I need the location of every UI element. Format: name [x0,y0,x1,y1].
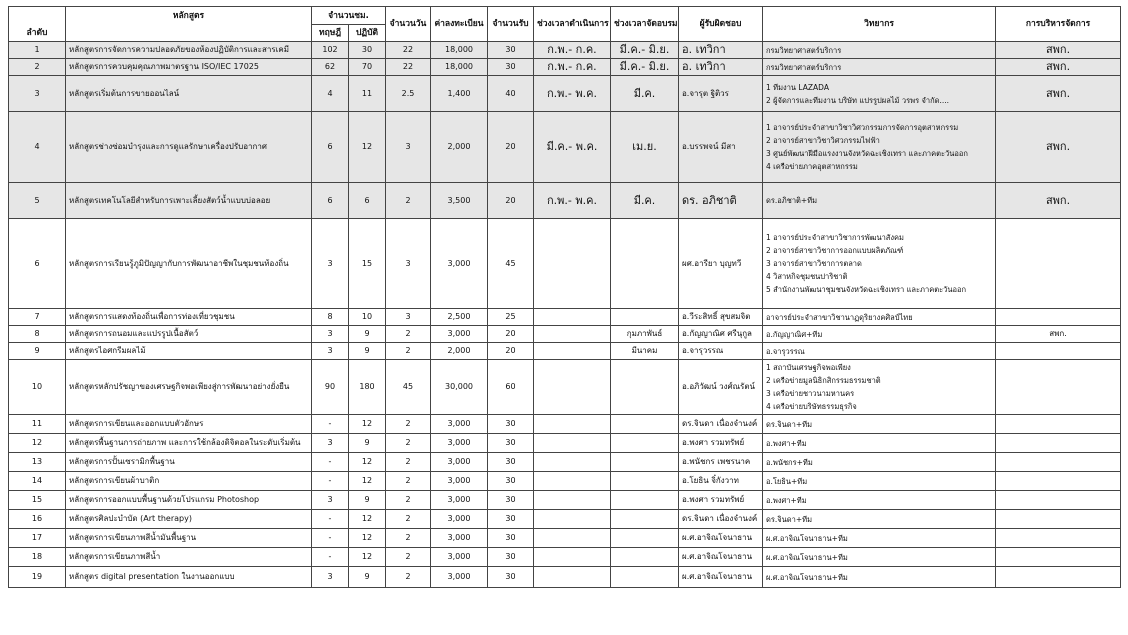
admin-unit [996,415,1121,434]
row-number: 19 [9,567,66,588]
trainer-list [763,415,996,434]
header-fee: ค่าลงทะเบียน [431,7,488,42]
row-number: 12 [9,434,66,453]
trainer-item: กรมวิทยาศาสตร์บริการ [766,45,842,55]
header-practice: ปฏิบัติ [349,25,386,42]
seats: 30 [488,453,534,472]
course-name: หลักสูตรเริ่มต้นการขายออนไลน์ [66,76,312,112]
training-period: มี.ค.- มิ.ย. [611,59,679,76]
owner: อ.บรรพจน์ มีสา [679,112,763,183]
operation-period [534,529,611,548]
theory-hours: 3 [312,434,349,453]
admin-unit: สพก. [996,183,1121,219]
fee: 3,000 [431,219,488,309]
practice-hours: 12 [349,510,386,529]
table-row [9,548,1121,567]
owner: อ.จารุวรรณ [679,343,763,360]
seats: 30 [488,567,534,588]
days: 2 [386,529,431,548]
admin-unit [996,529,1121,548]
practice-hours: 9 [349,343,386,360]
table-row [9,529,1121,548]
trainer-list [763,453,996,472]
trainer-list [763,529,996,548]
row-number: 18 [9,548,66,567]
row-number: 11 [9,415,66,434]
trainer-item: 2 ผู้จัดการและทีมงาน บริษัท แปรรูปผลไม้ วรพร จำกัด.... [766,95,950,105]
seats: 30 [488,42,534,59]
owner: ดร.จินดา เนื่องจำนงค์ [679,415,763,434]
practice-hours: 30 [349,42,386,59]
course-name: หลักสูตรการแสดงท้องถิ่นเพื่อการท่องเที่ยวชุมชน [66,309,312,326]
admin-unit [996,453,1121,472]
admin-unit [996,219,1121,309]
operation-period [534,343,611,360]
seats: 60 [488,360,534,415]
trainer-item: กรมวิทยาศาสตร์บริการ [766,62,842,72]
trainer-list [763,309,996,326]
header-days: จำนวนวัน [386,7,431,42]
trainer-item: ดร.จินดา+ทีม [766,514,813,524]
trainer-list [763,219,996,309]
owner: ผ.ศ.อาจิณโจนาธาน [679,548,763,567]
table-row [9,491,1121,510]
days: 2 [386,453,431,472]
theory-hours: 3 [312,343,349,360]
owner: ผ.ศ.อาจิณโจนาธาน [679,529,763,548]
table-row [9,219,1121,309]
table-row [9,510,1121,529]
table-row [9,42,1121,59]
training-period [611,510,679,529]
trainer-item: 4 วิสาหกิจชุมชนปาริชาติ [766,272,848,281]
training-period [611,219,679,309]
row-number: 1 [9,42,66,59]
practice-hours: 9 [349,326,386,343]
trainer-list [763,76,996,112]
days: 2 [386,510,431,529]
fee: 18,000 [431,42,488,59]
training-period [611,309,679,326]
training-period: มีนาคม [611,343,679,360]
owner: อ.จารุต ฐิติวร [679,76,763,112]
seats: 30 [488,434,534,453]
table-row [9,472,1121,491]
days: 2 [386,343,431,360]
training-period [611,415,679,434]
training-period [611,548,679,567]
practice-hours: 12 [349,472,386,491]
operation-period [534,309,611,326]
course-name: หลักสูตรพื้นฐานการถ่ายภาพ และการใช้กล้องดิจิตอลในระดับเริ่มต้น [66,434,312,453]
owner: อ.วีระสิทธิ์ สุขสมจิต [679,309,763,326]
trainer-item: อ.พนัชกร+ทีม [766,457,813,467]
operation-period [534,360,611,415]
days: 2 [386,326,431,343]
practice-hours: 12 [349,453,386,472]
trainer-item: ผ.ศ.อาจิณโจนาธาน+ทีม [766,552,848,562]
fee: 3,000 [431,548,488,567]
seats: 30 [488,415,534,434]
course-name: หลักสูตรการเรียนรู้ภูมิปัญญากับการพัฒนาอาชีพในชุมชนท้องถิ่น [66,219,312,309]
course-name: หลักสูตรการเขียนภาพสีน้ำ [66,548,312,567]
theory-hours: 62 [312,59,349,76]
operation-period: ก.พ.- ก.ค. [534,42,611,59]
theory-hours: 6 [312,183,349,219]
seats: 20 [488,112,534,183]
table-row [9,453,1121,472]
trainer-item: อ.พงศา+ทีม [766,495,807,505]
row-number: 6 [9,219,66,309]
trainer-item: 4 เครือข่ายภาคอุตสาหกรรม [766,162,858,171]
course-name: หลักสูตรหลักปรัชญาของเศรษฐกิจพอเพียงสู่การพัฒนาอย่างยั่งยืน [66,360,312,415]
seats: 25 [488,309,534,326]
row-number: 4 [9,112,66,183]
table-row [9,360,1121,415]
owner: อ.อภิวัฒน์ วงศ์ณรัตน์ [679,360,763,415]
admin-unit: สพก. [996,326,1121,343]
table-row [9,343,1121,360]
fee: 3,000 [431,434,488,453]
practice-hours: 15 [349,219,386,309]
trainer-item: 2 อาจารย์สาขาวิชาการออกแบบผลิตภัณฑ์ [766,246,904,255]
seats: 30 [488,510,534,529]
trainer-list [763,42,996,59]
header-period: ช่วงเวลาดำเนินการ [534,7,611,42]
owner: อ.พงศา รวมทรัพย์ [679,434,763,453]
row-number: 16 [9,510,66,529]
theory-hours: 3 [312,326,349,343]
admin-unit [996,472,1121,491]
theory-hours: 3 [312,567,349,588]
theory-hours: 6 [312,112,349,183]
course-name: หลักสูตรการถนอมและแปรรูปเนื้อสัตว์ [66,326,312,343]
course-name: หลักสูตรการเขียนและออกแบบตัวอักษร [66,415,312,434]
row-number: 5 [9,183,66,219]
trainer-list [763,548,996,567]
fee: 3,000 [431,567,488,588]
trainer-item: ดร.จินดา+ทีม [766,419,813,429]
admin-unit [996,548,1121,567]
admin-unit: สพก. [996,112,1121,183]
admin-unit [996,491,1121,510]
trainer-list [763,183,996,219]
trainer-item: 1 สถาบันเศรษฐกิจพอเพียง [766,363,851,372]
header-seats: จำนวนรับ [488,7,534,42]
trainer-list [763,567,996,588]
practice-hours: 12 [349,529,386,548]
header-trainer: วิทยากร [763,7,996,42]
admin-unit [996,360,1121,415]
days: 2 [386,567,431,588]
theory-hours: - [312,472,349,491]
operation-period [534,434,611,453]
trainer-item: 1 อาจารย์ประจำสาขาวิชาวิศวกรรมการจัดการอุตสาหกรรม [766,123,959,132]
fee: 2,000 [431,343,488,360]
row-number: 8 [9,326,66,343]
theory-hours: 3 [312,219,349,309]
course-name: หลักสูตรการควบคุมคุณภาพมาตรฐาน ISO/IEC 17025 [66,59,312,76]
row-number: 17 [9,529,66,548]
header-theory: ทฤษฎี [312,25,349,42]
owner: อ. เทวิกา [679,42,763,59]
fee: 1,400 [431,76,488,112]
owner: อ.กัญญาณิศ ศรีนุกูล [679,326,763,343]
trainer-list [763,434,996,453]
days: 2.5 [386,76,431,112]
training-period [611,360,679,415]
training-period [611,472,679,491]
practice-hours: 70 [349,59,386,76]
admin-unit [996,434,1121,453]
theory-hours: 102 [312,42,349,59]
practice-hours: 11 [349,76,386,112]
seats: 30 [488,491,534,510]
owner: ผ.ศ.อาจิณโจนาธาน [679,567,763,588]
trainer-item: อาจารย์ประจำสาขาวิชานาฏดุริยางคศิลป์ไทย [766,312,913,322]
table-row [9,76,1121,112]
days: 22 [386,42,431,59]
course-name: หลักสูตรช่างซ่อมบำรุงและการดูแลรักษาเครื่องปรับอากาศ [66,112,312,183]
trainer-list [763,360,996,415]
fee: 18,000 [431,59,488,76]
operation-period [534,567,611,588]
header-no: ลำดับ [9,7,66,42]
course-name: หลักสูตรการออกแบบพื้นฐานด้วยโปรแกรม Photoshop [66,491,312,510]
trainer-item: 1 อาจารย์ประจำสาขาวิชาการพัฒนาสังคม [766,233,905,242]
seats: 45 [488,219,534,309]
trainer-item: 2 เครือข่ายมูลนิธิกสิกรรมธรรมชาติ [766,376,881,385]
admin-unit: สพก. [996,76,1121,112]
header-training-period: ช่วงเวลาจัดอบรม [611,7,679,42]
theory-hours: 90 [312,360,349,415]
owner: อ.พงศา รวมทรัพย์ [679,491,763,510]
owner: ผศ.อารียา บุญทวี [679,219,763,309]
course-name: หลักสูตรการเขียนผ้าบาติก [66,472,312,491]
owner: ดร. อภิชาติ [679,183,763,219]
trainer-item: ดร.อภิชาติ+ทีม [766,196,818,205]
fee: 3,000 [431,510,488,529]
trainer-item: 3 ศูนย์พัฒนาฝีมือแรงงานจังหวัดฉะเชิงเทรา และภาคตะวันออก [766,149,968,158]
practice-hours: 6 [349,183,386,219]
theory-hours: - [312,529,349,548]
practice-hours: 9 [349,567,386,588]
course-name: หลักสูตรการจัดการความปลอดภัยของห้องปฏิบัติการและสารเคมี [66,42,312,59]
days: 3 [386,309,431,326]
owner: อ.พนัชกร เพชรนาค [679,453,763,472]
trainer-item: อ.กัญญาณิศ+ทีม [766,329,823,339]
seats: 30 [488,529,534,548]
seats: 20 [488,183,534,219]
operation-period [534,415,611,434]
row-number: 9 [9,343,66,360]
seats: 30 [488,548,534,567]
table-row [9,415,1121,434]
course-name: หลักสูตรศิลปะบำบัด (Art therapy) [66,510,312,529]
operation-period: ก.พ.- พ.ค. [534,76,611,112]
days: 2 [386,548,431,567]
course-table [8,6,1121,588]
header-hours: จำนวนชม. [312,7,386,25]
course-name: หลักสูตรไอศกรีมผลไม้ [66,343,312,360]
trainer-list [763,343,996,360]
seats: 20 [488,326,534,343]
training-period [611,529,679,548]
admin-unit: สพก. [996,59,1121,76]
operation-period [534,326,611,343]
admin-unit [996,343,1121,360]
seats: 30 [488,59,534,76]
days: 2 [386,415,431,434]
training-period [611,453,679,472]
days: 2 [386,491,431,510]
operation-period [534,548,611,567]
admin-unit: สพก. [996,42,1121,59]
days: 2 [386,183,431,219]
course-table-body [9,42,1121,588]
admin-unit [996,510,1121,529]
trainer-list [763,112,996,183]
fee: 3,000 [431,326,488,343]
owner: อ. เทวิกา [679,59,763,76]
practice-hours: 12 [349,112,386,183]
row-number: 15 [9,491,66,510]
course-name: หลักสูตรการเขียนภาพสีน้ำมันพื้นฐาน [66,529,312,548]
fee: 3,500 [431,183,488,219]
admin-unit [996,567,1121,588]
table-row [9,567,1121,588]
row-number: 3 [9,76,66,112]
trainer-item: ผ.ศ.อาจิณโจนาธาน+ทีม [766,533,848,543]
days: 2 [386,472,431,491]
operation-period: ก.พ.- พ.ค. [534,183,611,219]
admin-unit [996,309,1121,326]
trainer-list [763,326,996,343]
header-course: หลักสูตร [66,7,312,42]
theory-hours: 4 [312,76,349,112]
trainer-item: อ.โยธิน+ทีม [766,476,808,486]
days: 3 [386,219,431,309]
trainer-list [763,491,996,510]
trainer-item: 3 อาจารย์สาขาวิชาการตลาด [766,259,862,268]
header-admin: การบริหารจัดการ [996,7,1121,42]
table-row [9,112,1121,183]
days: 45 [386,360,431,415]
theory-hours: 3 [312,491,349,510]
course-name: หลักสูตรการปั้นเซรามิกพื้นฐาน [66,453,312,472]
row-number: 2 [9,59,66,76]
training-period [611,434,679,453]
trainer-item: 2 อาจารย์สาขาวิชาวิศวกรรมไฟฟ้า [766,136,880,145]
row-number: 13 [9,453,66,472]
row-number: 7 [9,309,66,326]
fee: 3,000 [431,472,488,491]
owner: ดร.จินดา เนื่องจำนงค์ [679,510,763,529]
trainer-item: 3 เครือข่ายชาวนามหานคร [766,389,855,398]
operation-period: มี.ค.- พ.ค. [534,112,611,183]
theory-hours: - [312,510,349,529]
days: 2 [386,434,431,453]
table-row [9,59,1121,76]
owner: อ.โยธิน จิ๋กังวาท [679,472,763,491]
fee: 3,000 [431,415,488,434]
seats: 20 [488,343,534,360]
trainer-item: 4 เครือข่ายบริษัทธรรมธุรกิจ [766,402,857,411]
seats: 40 [488,76,534,112]
operation-period: ก.พ.- ก.ค. [534,59,611,76]
fee: 3,000 [431,491,488,510]
header-owner: ผู้รับผิดชอบ [679,7,763,42]
operation-period [534,510,611,529]
theory-hours: - [312,548,349,567]
theory-hours: - [312,415,349,434]
practice-hours: 9 [349,434,386,453]
practice-hours: 10 [349,309,386,326]
training-period: มี.ค. [611,183,679,219]
row-number: 14 [9,472,66,491]
practice-hours: 12 [349,548,386,567]
operation-period [534,472,611,491]
operation-period [534,491,611,510]
fee: 2,500 [431,309,488,326]
fee: 30,000 [431,360,488,415]
table-row [9,326,1121,343]
training-period: กุมภาพันธ์ [611,326,679,343]
days: 3 [386,112,431,183]
trainer-list [763,59,996,76]
course-name: หลักสูตรเทคโนโลยีสำหรับการเพาะเลี้ยงสัตว์น้ำแบบบ่อลอย [66,183,312,219]
trainer-list [763,472,996,491]
table-row [9,183,1121,219]
fee: 3,000 [431,529,488,548]
operation-period [534,219,611,309]
trainer-item: ผ.ศ.อาจิณโจนาธาน+ทีม [766,572,848,582]
trainer-item: 5 สำนักงานพัฒนาชุมชนจังหวัดฉะเชิงเทรา และภาคตะวันออก [766,285,967,294]
table-row [9,434,1121,453]
training-period: มี.ค.- มิ.ย. [611,42,679,59]
fee: 3,000 [431,453,488,472]
days: 22 [386,59,431,76]
practice-hours: 12 [349,415,386,434]
course-name: หลักสูตร digital presentation ในงานออกแบบ [66,567,312,588]
course-table-container [8,6,1120,588]
trainer-item: 1 ทีมงาน LAZADA [766,82,829,92]
training-period: มี.ค. [611,76,679,112]
row-number: 10 [9,360,66,415]
fee: 2,000 [431,112,488,183]
theory-hours: 8 [312,309,349,326]
training-period [611,491,679,510]
trainer-item: อ.พงศา+ทีม [766,438,807,448]
practice-hours: 180 [349,360,386,415]
operation-period [534,453,611,472]
theory-hours: - [312,453,349,472]
training-period [611,567,679,588]
trainer-list [763,510,996,529]
table-row [9,309,1121,326]
training-period: เม.ย. [611,112,679,183]
seats: 30 [488,472,534,491]
trainer-item: อ.จารุวรรณ [766,346,805,356]
practice-hours: 9 [349,491,386,510]
